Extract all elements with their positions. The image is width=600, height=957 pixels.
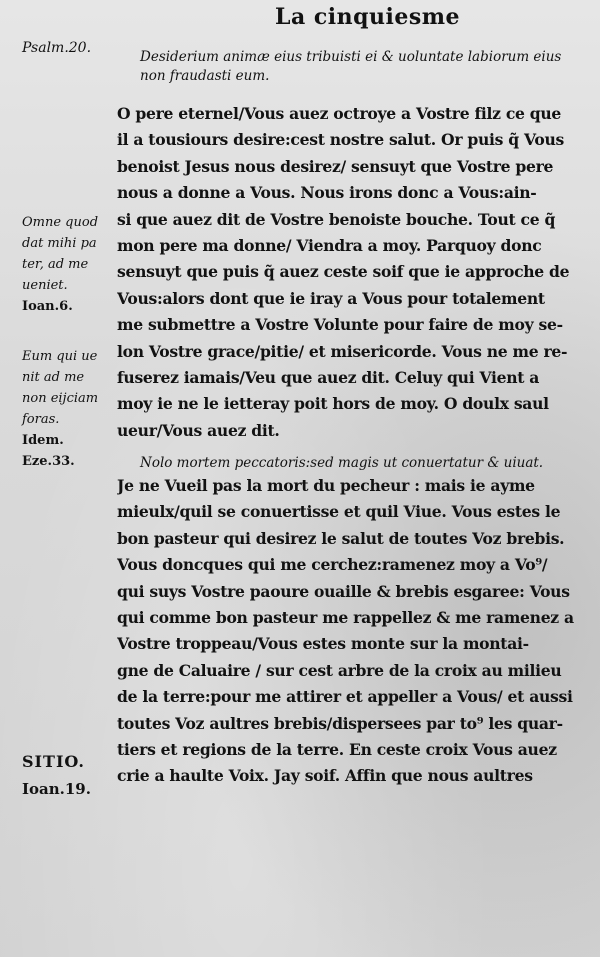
paragraph-2 — [117, 473, 587, 790]
margin-note-line: foras. — [22, 412, 60, 427]
text-line: nous a donne a Vous. Nous irons donc a Vous:ain- — [117, 183, 537, 203]
text-line: tiers et regions de la terre. En ceste croix Vous auez — [117, 739, 557, 759]
margin-note-1 — [22, 212, 98, 317]
paragraph-1 — [117, 101, 587, 444]
text-line: mieulx/quil se conuertisse et quil Viue. Vous estes le — [117, 502, 561, 522]
margin-note-ref: Eze.33. — [22, 454, 75, 469]
margin-ioan19: Ioan.19. — [22, 780, 91, 798]
text-line: Vous doncques qui me cerchez:ramenez moy a Vo⁹/ — [117, 555, 548, 575]
text-line: crie a haulte Voix. Jay soif. Affin que nous aultres — [117, 766, 533, 786]
text-line: qui suys Vostre paoure ouaille & brebis esgaree: Vous — [117, 581, 570, 601]
text-line: sensuyt que puis q̃ auez ceste soif que ie approche de — [117, 262, 570, 282]
margin-psalm-ref: Psalm.20. — [22, 40, 92, 56]
text-line: mon pere ma donne/ Viendra a moy. Parquoy donc — [117, 235, 542, 255]
text-line: si que auez dit de Vostre benoiste bouche. Tout ce q̃ — [117, 209, 556, 229]
text-line: il a tousiours desire:cest nostre salut. Or puis q̃ Vous — [117, 130, 564, 150]
text-line: bon pasteur qui desirez le salut de toutes Voz brebis. — [117, 528, 565, 548]
margin-note-line: ter, ad me — [22, 257, 89, 272]
text-line: lon Vostre grace/pitie/ et misericorde. Vous ne me re- — [117, 341, 568, 361]
text-line: Je ne Vueil pas la mort du pecheur : mais ie ayme — [117, 476, 535, 495]
margin-note-2 — [22, 346, 98, 472]
margin-note-ref: Ioan.6. — [22, 299, 73, 314]
margin-sitio: SITIO. — [22, 752, 85, 771]
text-line: benoist Jesus nous desirez/ sensuyt que Vostre pere — [117, 156, 554, 176]
text-line: toutes Voz aultres brebis/dispersees par to⁹ les quar- — [117, 713, 563, 733]
text-line: O pere eternel/Vous auez octroye a Vostre filz ce que — [117, 104, 562, 123]
latin-quote-2: Nolo mortem peccatoris:sed magis ut conuertatur & uiuat. — [140, 455, 544, 471]
margin-note-line: Eum qui ue — [22, 349, 98, 364]
latin-quote-1-line: Desiderium animæ eius tribuisti ei & uoluntate labiorum eius — [140, 49, 562, 65]
text-line: Vous:alors dont que ie iray a Vous pour totalement — [117, 288, 545, 308]
text-line: Vostre troppeau/Vous estes monte sur la montai- — [117, 634, 529, 654]
margin-note-line: non eijciam — [22, 391, 99, 406]
margin-note-ref: Idem. — [22, 433, 64, 448]
text-line: moy ie ne le ietteray poit hors de moy. O doulx saul — [117, 394, 549, 414]
margin-note-line: nit ad me — [22, 370, 85, 385]
text-line: fuserez iamais/Veu que auez dit. Celuy qui Vient a — [117, 367, 540, 387]
margin-note-line: dat mihi pa — [22, 236, 97, 251]
text-line: gne de Caluaire / sur cest arbre de la croix au milieu — [117, 660, 562, 680]
text-line: ueur/Vous auez dit. — [117, 420, 280, 440]
margin-note-line: Omne quod — [22, 215, 99, 230]
running-head: La cinquiesme — [275, 4, 461, 30]
text-line: me submettre a Vostre Volunte pour faire de moy se- — [117, 315, 563, 335]
margin-note-line: ueniet. — [22, 278, 68, 293]
latin-quote-1 — [140, 48, 585, 86]
text-line: de la terre:pour me attirer et appeller a Vous/ et aussi — [117, 687, 573, 707]
latin-quote-1-line: non fraudasti eum. — [140, 68, 270, 84]
text-line: qui comme bon pasteur me rappellez & me ramenez a — [117, 607, 574, 627]
